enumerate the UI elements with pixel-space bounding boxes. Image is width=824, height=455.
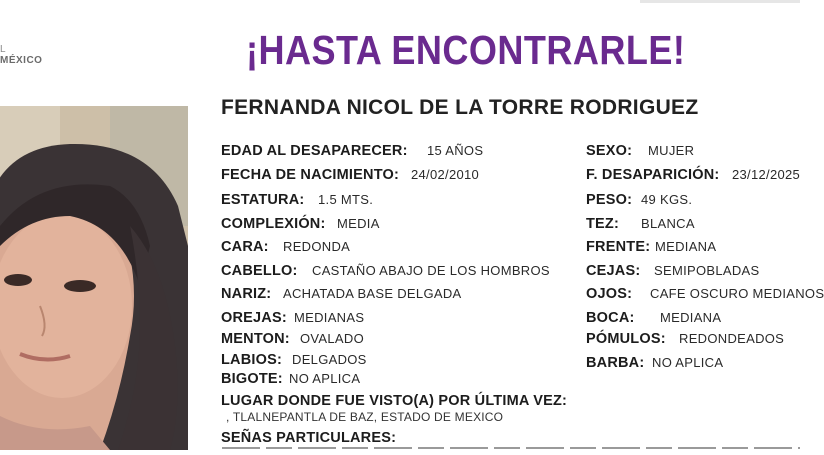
field-value: DELGADOS	[292, 352, 367, 367]
field-value: 23/12/2025	[732, 167, 801, 182]
field-label: FECHA DE NACIMIENTO:	[221, 167, 399, 183]
field-disappearance-date	[586, 167, 801, 183]
government-logo	[0, 44, 60, 66]
field-weight	[586, 192, 693, 208]
field-birthdate	[221, 167, 480, 183]
top-strip	[640, 0, 800, 3]
field-eyebrows	[586, 263, 760, 279]
portrait-illustration	[0, 106, 188, 450]
field-value: ACHATADA BASE DELGADA	[283, 286, 462, 301]
field-complexion	[586, 216, 695, 232]
field-label: FRENTE:	[586, 239, 651, 255]
field-label: MENTON:	[221, 331, 290, 347]
field-value: NO APLICA	[289, 371, 361, 386]
field-hair	[221, 263, 550, 279]
last-seen-location: , TLALNEPANTLA DE BAZ, ESTADO DE MEXICO	[226, 410, 504, 424]
field-eyes	[586, 286, 824, 302]
field-cheekbones	[586, 331, 785, 347]
field-value: MEDIA	[337, 216, 380, 231]
field-nose	[221, 286, 462, 302]
field-label: BARBA:	[586, 355, 645, 371]
field-mouth	[586, 310, 722, 326]
field-label: BIGOTE:	[221, 371, 283, 387]
field-forehead	[586, 239, 717, 255]
field-label: EDAD AL DESAPARECER:	[221, 143, 408, 159]
field-mustache	[221, 371, 361, 387]
last-seen-heading	[221, 393, 567, 409]
field-value: 15 AÑOS	[427, 143, 484, 158]
field-label: COMPLEXIÓN:	[221, 216, 326, 232]
field-chin	[221, 331, 364, 347]
field-label: PESO:	[586, 192, 633, 208]
field-value: MEDIANA	[655, 239, 717, 254]
marks-label: SEÑAS PARTICULARES:	[221, 430, 397, 446]
field-value: SEMIPOBLADAS	[654, 263, 760, 278]
field-label: CARA:	[221, 239, 269, 255]
headline: ¡HASTA ENCONTRARLE!	[246, 27, 686, 73]
field-label: BOCA:	[586, 310, 635, 326]
field-label: SEXO:	[586, 143, 633, 159]
field-value: OVALADO	[300, 331, 364, 346]
field-label: OJOS:	[586, 286, 633, 302]
field-value: BLANCA	[641, 216, 695, 231]
field-label: OREJAS:	[221, 310, 287, 326]
field-value: 1.5 MTS.	[318, 192, 374, 207]
field-value: REDONDA	[283, 239, 351, 254]
field-label: ESTATURA:	[221, 192, 305, 208]
logo-line-1: L	[0, 44, 7, 55]
marks-heading	[221, 430, 396, 446]
field-value: NO APLICA	[652, 355, 724, 370]
field-face	[221, 239, 351, 255]
field-label: TEZ:	[586, 216, 620, 232]
field-build	[221, 216, 380, 232]
field-beard	[586, 355, 724, 371]
logo-line-2: MÉXICO	[0, 55, 43, 66]
field-lips	[221, 352, 367, 368]
field-value: CAFE OSCURO MEDIANOS	[650, 286, 824, 301]
field-value: CASTAÑO ABAJO DE LOS HOMBROS	[312, 263, 550, 278]
field-value: 49 KGS.	[641, 192, 693, 207]
field-label: CABELLO:	[221, 263, 298, 279]
missing-person-photo	[0, 106, 188, 450]
field-value: REDONDEADOS	[679, 331, 785, 346]
last-seen-label: LUGAR DONDE FUE VISTO(A) POR ÚLTIMA VEZ:	[221, 393, 568, 409]
person-name: FERNANDA NICOL DE LA TORRE RODRIGUEZ	[221, 96, 699, 119]
field-label: F. DESAPARICIÓN:	[586, 167, 720, 183]
field-label: PÓMULOS:	[586, 331, 666, 347]
field-label: NARIZ:	[221, 286, 272, 302]
marks-text-cutoff	[222, 446, 800, 450]
field-label: CEJAS:	[586, 263, 641, 279]
field-label: LABIOS:	[221, 352, 283, 368]
field-age	[221, 143, 484, 159]
field-value: 24/02/2010	[411, 167, 480, 182]
field-ears	[221, 310, 365, 326]
field-value: MUJER	[648, 143, 695, 158]
field-sex	[586, 143, 695, 159]
field-value: MEDIANAS	[294, 310, 365, 325]
field-height	[221, 192, 374, 208]
field-value: MEDIANA	[660, 310, 722, 325]
